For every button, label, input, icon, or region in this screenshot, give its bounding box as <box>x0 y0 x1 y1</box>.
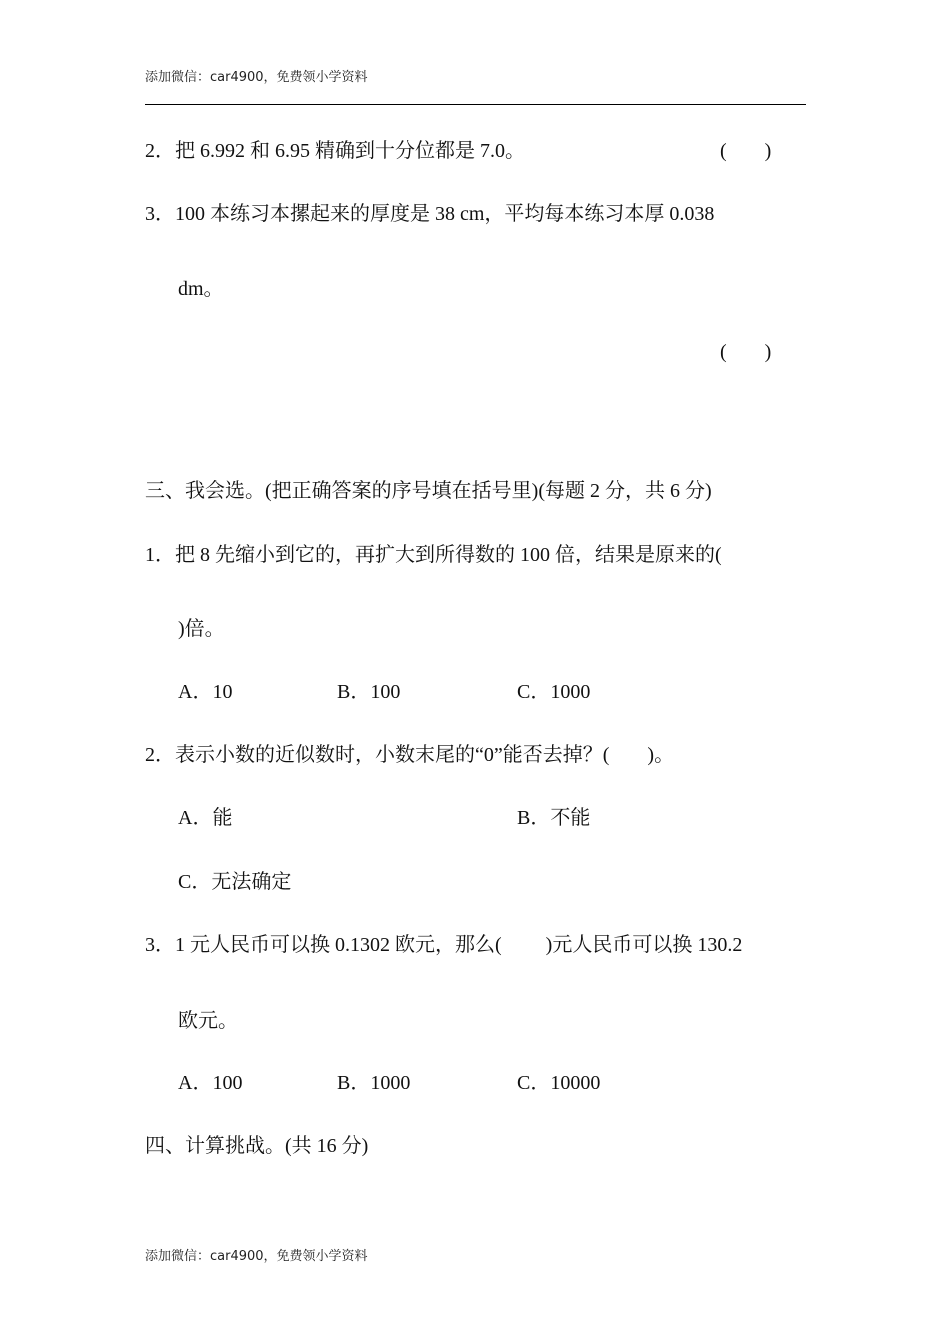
judge-question-2: 2．把 6.992 和 6.95 精确到十分位都是 7.0。 <box>145 140 525 162</box>
q2-option-c[interactable]: C．无法确定 <box>178 871 292 893</box>
choice-question-1-line2: )倍。 <box>178 618 225 640</box>
choice-question-3-line1: 3．1 元人民币可以换 0.1302 欧元，那么( )元人民币可以换 130.2 <box>145 934 743 956</box>
page-header-watermark: 添加微信：car4900，免费领小学资料 <box>145 70 368 85</box>
page-footer-watermark: 添加微信：car4900，免费领小学资料 <box>145 1249 368 1264</box>
section-3-title: 三、我会选。(把正确答案的序号填在括号里)(每题 2 分，共 6 分) <box>145 480 712 502</box>
bracket-open: ( <box>720 341 727 363</box>
answer-bracket-q2[interactable] <box>720 139 771 163</box>
q3-option-a[interactable]: A．100 <box>178 1072 243 1094</box>
judge-question-3-line2: dm。 <box>178 278 224 300</box>
q3-option-b[interactable]: B．1000 <box>337 1072 411 1094</box>
header-divider <box>145 104 806 105</box>
q1-option-a[interactable]: A．10 <box>178 681 233 703</box>
q1-option-c[interactable]: C．1000 <box>517 681 591 703</box>
choice-question-1-line1: 1．把 8 先缩小到它的，再扩大到所得数的 100 倍，结果是原来的( <box>145 544 722 566</box>
q1-option-b[interactable]: B．100 <box>337 681 401 703</box>
bracket-close: ) <box>764 341 772 363</box>
q2-option-a[interactable]: A．能 <box>178 807 233 829</box>
section-4-title: 四、计算挑战。(共 16 分) <box>145 1135 369 1157</box>
judge-question-3-line1: 3．100 本练习本摞起来的厚度是 38 cm，平均每本练习本厚 0.038 <box>145 203 715 225</box>
answer-bracket-q3[interactable] <box>720 340 771 364</box>
choice-question-2: 2．表示小数的近似数时，小数末尾的“0”能否去掉？( )。 <box>145 744 675 766</box>
q2-option-b[interactable]: B．不能 <box>517 807 591 829</box>
choice-question-3-line2: 欧元。 <box>178 1010 238 1032</box>
bracket-open: ( <box>720 140 727 162</box>
bracket-close: ) <box>764 140 772 162</box>
q3-option-c[interactable]: C．10000 <box>517 1072 601 1094</box>
